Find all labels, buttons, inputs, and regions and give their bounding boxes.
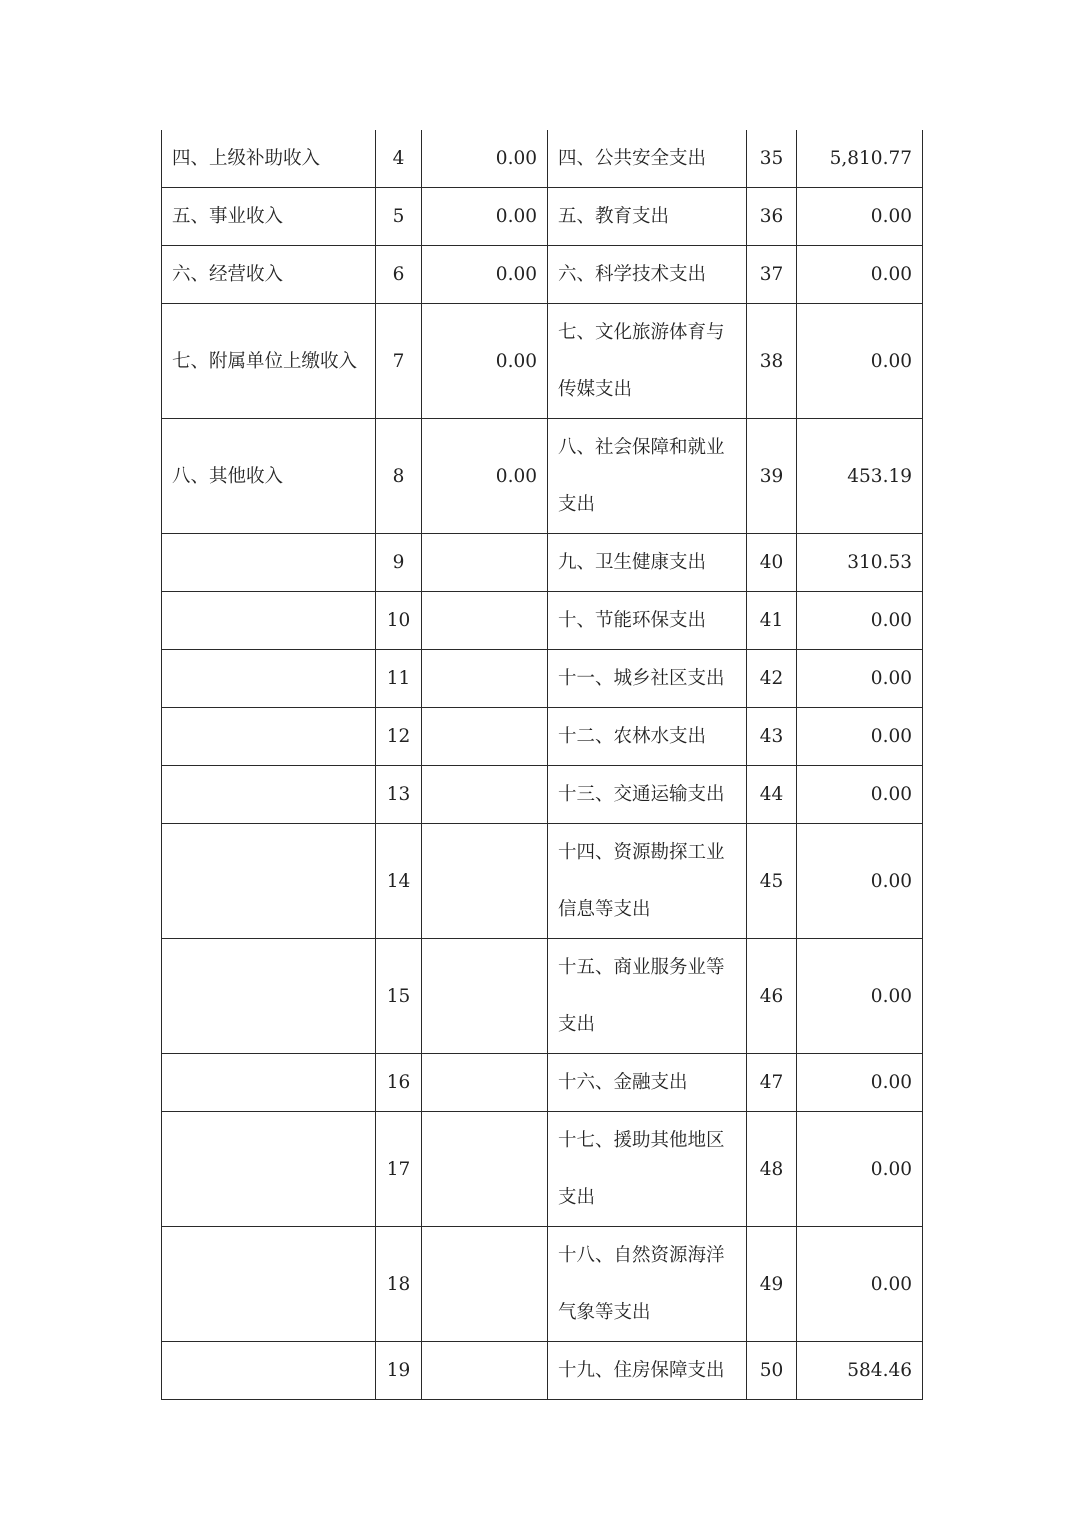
expense-amount-cell: 0.00 (797, 246, 923, 304)
income-line-number-cell: 6 (376, 246, 422, 304)
income-line-number-cell: 7 (376, 304, 422, 419)
expense-line-number-cell: 50 (747, 1342, 797, 1400)
expense-item-cell (548, 130, 747, 188)
income-amount-cell (422, 766, 548, 824)
budget-table-container (161, 130, 923, 1400)
expense-item-cell (548, 592, 747, 650)
expense-line-number-cell: 44 (747, 766, 797, 824)
income-amount-cell: 0.00 (422, 188, 548, 246)
table-row (162, 1227, 923, 1342)
expense-amount-cell: 0.00 (797, 939, 923, 1054)
table-row (162, 419, 923, 534)
income-line-number-cell: 18 (376, 1227, 422, 1342)
income-amount-cell: 0.00 (422, 419, 548, 534)
income-amount-cell (422, 592, 548, 650)
expense-item-label: 十五、商业服务业等支出 (558, 957, 725, 1035)
income-item-cell (162, 534, 376, 592)
expense-line-number-cell: 42 (747, 650, 797, 708)
table-row (162, 130, 923, 188)
income-amount-cell: 0.00 (422, 304, 548, 419)
expense-amount-cell: 0.00 (797, 766, 923, 824)
expense-line-number-cell: 37 (747, 246, 797, 304)
expense-item-label: 八、社会保障和就业支出 (558, 437, 725, 515)
income-line-number-cell: 14 (376, 824, 422, 939)
expense-amount-cell: 0.00 (797, 188, 923, 246)
income-amount-cell (422, 708, 548, 766)
expense-line-number-cell: 43 (747, 708, 797, 766)
expense-amount-cell: 0.00 (797, 708, 923, 766)
income-line-number-cell: 17 (376, 1112, 422, 1227)
income-amount-cell (422, 534, 548, 592)
income-item-cell (162, 1054, 376, 1112)
income-amount-cell (422, 1342, 548, 1400)
expense-item-cell (548, 1112, 747, 1227)
expense-line-number-cell: 47 (747, 1054, 797, 1112)
expense-item-label: 十七、援助其他地区支出 (558, 1130, 725, 1208)
expense-item-cell (548, 188, 747, 246)
income-amount-cell (422, 650, 548, 708)
table-body (162, 130, 923, 1400)
income-item-cell: 五、事业收入 (162, 188, 376, 246)
budget-table (161, 130, 923, 1400)
table-row (162, 708, 923, 766)
income-item-cell (162, 1342, 376, 1400)
expense-item-cell (548, 766, 747, 824)
expense-amount-cell: 0.00 (797, 1054, 923, 1112)
expense-item-label: 四、公共安全支出 (558, 148, 707, 169)
income-line-number-cell: 5 (376, 188, 422, 246)
income-item-cell (162, 708, 376, 766)
table-row (162, 246, 923, 304)
table-row (162, 1112, 923, 1227)
table-row (162, 650, 923, 708)
income-item-cell: 七、附属单位上缴收入 (162, 304, 376, 419)
expense-item-label: 十一、城乡社区支出 (558, 668, 725, 689)
income-line-number-cell: 19 (376, 1342, 422, 1400)
expense-line-number-cell: 45 (747, 824, 797, 939)
table-row (162, 592, 923, 650)
income-line-number-cell: 16 (376, 1054, 422, 1112)
expense-item-cell (548, 534, 747, 592)
income-item-cell (162, 1227, 376, 1342)
income-line-number-cell: 10 (376, 592, 422, 650)
expense-line-number-cell: 39 (747, 419, 797, 534)
income-item-cell: 八、其他收入 (162, 419, 376, 534)
expense-amount-cell: 584.46 (797, 1342, 923, 1400)
income-line-number-cell: 15 (376, 939, 422, 1054)
expense-item-label: 十八、自然资源海洋气象等支出 (558, 1245, 725, 1323)
table-row (162, 304, 923, 419)
expense-item-label: 十三、交通运输支出 (558, 784, 725, 805)
expense-item-cell (548, 939, 747, 1054)
income-amount-cell (422, 939, 548, 1054)
expense-item-label: 十九、住房保障支出 (558, 1360, 725, 1381)
income-item-cell: 四、上级补助收入 (162, 130, 376, 188)
expense-amount-cell: 0.00 (797, 650, 923, 708)
expense-item-cell (548, 246, 747, 304)
expense-item-cell (548, 419, 747, 534)
expense-amount-cell: 453.19 (797, 419, 923, 534)
expense-item-cell (548, 650, 747, 708)
expense-item-label: 九、卫生健康支出 (558, 552, 707, 573)
expense-item-cell (548, 1054, 747, 1112)
income-item-cell (162, 939, 376, 1054)
income-item-cell (162, 824, 376, 939)
income-line-number-cell: 4 (376, 130, 422, 188)
table-row (162, 766, 923, 824)
expense-item-cell (548, 1227, 747, 1342)
expense-line-number-cell: 38 (747, 304, 797, 419)
expense-item-label: 七、文化旅游体育与传媒支出 (558, 322, 725, 400)
expense-amount-cell: 0.00 (797, 304, 923, 419)
income-amount-cell (422, 1054, 548, 1112)
expense-item-cell (548, 708, 747, 766)
table-row (162, 534, 923, 592)
expense-amount-cell: 310.53 (797, 534, 923, 592)
expense-line-number-cell: 35 (747, 130, 797, 188)
income-amount-cell: 0.00 (422, 130, 548, 188)
expense-line-number-cell: 36 (747, 188, 797, 246)
income-line-number-cell: 13 (376, 766, 422, 824)
expense-amount-cell: 5,810.77 (797, 130, 923, 188)
expense-item-label: 六、科学技术支出 (558, 264, 707, 285)
expense-item-label: 十六、金融支出 (558, 1072, 688, 1093)
expense-item-cell (548, 824, 747, 939)
expense-item-label: 十四、资源勘探工业信息等支出 (558, 842, 725, 920)
table-row (162, 188, 923, 246)
income-item-cell (162, 592, 376, 650)
expense-line-number-cell: 48 (747, 1112, 797, 1227)
income-item-cell (162, 650, 376, 708)
table-row (162, 824, 923, 939)
income-line-number-cell: 8 (376, 419, 422, 534)
table-row (162, 1054, 923, 1112)
expense-line-number-cell: 49 (747, 1227, 797, 1342)
income-line-number-cell: 9 (376, 534, 422, 592)
expense-item-label: 十、节能环保支出 (558, 610, 707, 631)
expense-amount-cell: 0.00 (797, 824, 923, 939)
expense-line-number-cell: 46 (747, 939, 797, 1054)
table-row (162, 939, 923, 1054)
income-item-cell (162, 766, 376, 824)
expense-item-cell (548, 304, 747, 419)
expense-line-number-cell: 41 (747, 592, 797, 650)
income-item-cell: 六、经营收入 (162, 246, 376, 304)
income-amount-cell (422, 1112, 548, 1227)
income-amount-cell (422, 824, 548, 939)
income-amount-cell: 0.00 (422, 246, 548, 304)
expense-item-label: 五、教育支出 (558, 206, 670, 227)
expense-line-number-cell: 40 (747, 534, 797, 592)
income-line-number-cell: 11 (376, 650, 422, 708)
expense-item-label: 十二、农林水支出 (558, 726, 707, 747)
expense-amount-cell: 0.00 (797, 1112, 923, 1227)
expense-amount-cell: 0.00 (797, 592, 923, 650)
income-amount-cell (422, 1227, 548, 1342)
income-item-cell (162, 1112, 376, 1227)
table-row (162, 1342, 923, 1400)
income-line-number-cell: 12 (376, 708, 422, 766)
expense-item-cell (548, 1342, 747, 1400)
expense-amount-cell: 0.00 (797, 1227, 923, 1342)
